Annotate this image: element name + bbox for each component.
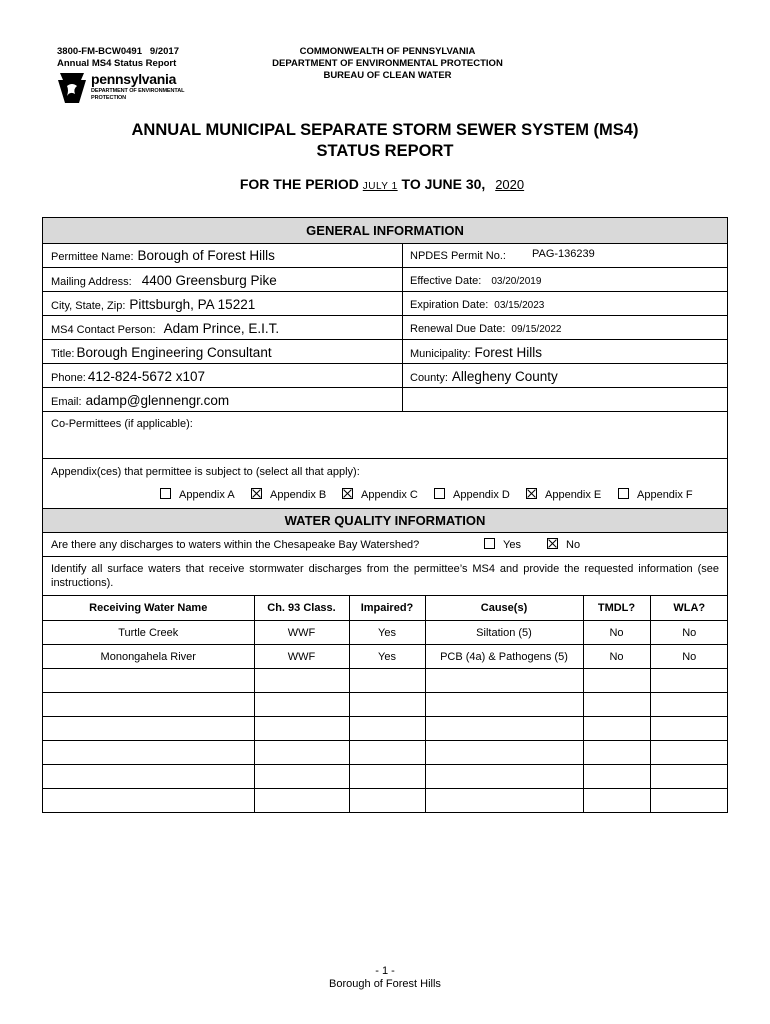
table-cell[interactable] <box>650 765 728 789</box>
logo-wordmark: pennsylvania <box>91 71 177 87</box>
appendix-checkbox-d[interactable] <box>434 488 445 499</box>
contact-field[interactable]: Adam Prince, E.I.T. <box>163 321 280 336</box>
npdes-label: NPDES Permit No.: <box>410 250 506 262</box>
general-info-heading: GENERAL INFORMATION <box>43 217 727 244</box>
row-appendices <box>43 459 727 508</box>
effective-date-field[interactable]: 03/20/2019 <box>491 276 542 287</box>
title-field[interactable]: Borough Engineering Consultant <box>76 345 272 360</box>
table-cell[interactable] <box>254 717 349 741</box>
table-cell[interactable] <box>349 717 425 741</box>
table-cell[interactable] <box>425 765 583 789</box>
chesapeake-no-label: No <box>566 539 581 551</box>
table-cell[interactable] <box>425 693 583 717</box>
table-cell[interactable]: WWF <box>254 645 349 669</box>
appendix-checkbox-f[interactable] <box>618 488 629 499</box>
municipality-label: Municipality: <box>410 348 471 360</box>
title-label: Title: <box>51 348 75 360</box>
appendix-label: Appendix F <box>637 489 693 501</box>
table-cell[interactable] <box>583 669 650 693</box>
table-cell[interactable] <box>349 789 425 813</box>
period-prefix: FOR THE PERIOD <box>239 176 359 192</box>
table-cell[interactable] <box>650 669 728 693</box>
column-header: Receiving Water Name <box>43 596 254 621</box>
appendix-label: Appendix D <box>453 489 510 501</box>
appendix-label: Appendix B <box>270 489 327 501</box>
table-cell[interactable] <box>425 789 583 813</box>
appendix-checkbox-group <box>43 488 727 502</box>
table-cell[interactable]: No <box>650 621 728 645</box>
receiving-waters-table <box>43 595 728 813</box>
chesapeake-question: Are there any discharges to waters within the Chesapeake Bay Watershed? <box>51 539 420 551</box>
table-cell[interactable] <box>650 741 728 765</box>
title-line-1: ANNUAL MUNICIPAL SEPARATE STORM SEWER SYSTEM (MS4) <box>131 121 639 139</box>
chesapeake-no-checkbox[interactable] <box>547 538 558 549</box>
table-row <box>43 717 728 741</box>
table-row <box>43 789 728 813</box>
row-copermittees[interactable] <box>43 412 727 459</box>
table-cell[interactable] <box>349 669 425 693</box>
email-field[interactable]: adamp@glennengr.com <box>85 393 230 408</box>
table-cell[interactable]: No <box>583 645 650 669</box>
table-header-row <box>43 596 728 621</box>
agency-line-3: BUREAU OF CLEAN WATER <box>323 70 452 81</box>
logo-subtitle-line-2: PROTECTION <box>91 95 127 101</box>
table-cell[interactable] <box>254 741 349 765</box>
table-cell[interactable] <box>425 717 583 741</box>
reporting-period <box>0 176 770 192</box>
city-field[interactable]: Pittsburgh, PA 15221 <box>129 297 256 312</box>
appendix-option-a[interactable] <box>160 488 235 501</box>
logo-subtitle-line-1: DEPARTMENT OF ENVIRONMENTAL <box>91 88 185 94</box>
table-cell[interactable] <box>254 765 349 789</box>
form-name: Annual MS4 Status Report <box>57 58 177 69</box>
municipality-field[interactable]: Forest Hills <box>474 345 543 360</box>
table-cell[interactable] <box>650 789 728 813</box>
renewal-label: Renewal Due Date: <box>410 323 506 335</box>
agency-block <box>240 46 535 82</box>
appendix-option-c[interactable] <box>342 488 418 501</box>
keystone-icon <box>57 72 87 104</box>
row-city <box>43 292 727 316</box>
column-header: WLA? <box>650 596 728 621</box>
form-id-block <box>57 46 179 70</box>
row-email <box>43 388 727 412</box>
column-header: Impaired? <box>349 596 425 621</box>
form-date: 9/2017 <box>149 46 179 57</box>
expiration-date-field[interactable]: 03/15/2023 <box>494 300 545 311</box>
table-cell[interactable] <box>254 669 349 693</box>
table-cell[interactable]: Monongahela River <box>43 645 254 669</box>
table-cell[interactable] <box>425 669 583 693</box>
status-report-form <box>42 217 728 813</box>
table-cell[interactable] <box>583 765 650 789</box>
table-cell[interactable] <box>43 669 254 693</box>
row-phone <box>43 364 727 388</box>
footer-name: Borough of Forest Hills <box>329 978 441 990</box>
table-cell[interactable] <box>254 789 349 813</box>
phone-label: Phone: <box>51 372 86 384</box>
row-contact <box>43 316 727 340</box>
table-cell[interactable]: Turtle Creek <box>43 621 254 645</box>
city-label: City, State, Zip: <box>51 300 126 312</box>
effective-label: Effective Date: <box>410 275 482 287</box>
table-row <box>43 669 728 693</box>
logo-subtitle <box>91 88 184 102</box>
table-cell[interactable] <box>43 717 254 741</box>
table-cell[interactable] <box>349 741 425 765</box>
table-cell[interactable] <box>349 765 425 789</box>
table-cell[interactable] <box>650 717 728 741</box>
appendices-label: Appendix(ces) that permittee is subject to (select all that apply): <box>51 466 360 478</box>
row-address <box>43 268 727 292</box>
table-cell[interactable]: Yes <box>349 621 425 645</box>
row-title <box>43 340 727 364</box>
appendix-label: Appendix C <box>361 489 418 501</box>
table-row <box>43 765 728 789</box>
chesapeake-no-option[interactable] <box>547 533 580 558</box>
county-field[interactable]: Allegheny County <box>451 369 558 384</box>
table-row <box>43 693 728 717</box>
table-cell[interactable] <box>349 693 425 717</box>
appendix-checkbox-e[interactable] <box>526 488 537 499</box>
npdes-field[interactable]: PAG-136239 <box>531 248 595 260</box>
title-line-2: STATUS REPORT <box>316 142 454 160</box>
table-cell[interactable] <box>583 741 650 765</box>
table-row <box>43 645 728 669</box>
form-id: 3800-FM-BCW0491 <box>57 46 142 57</box>
chesapeake-yes-checkbox[interactable] <box>484 538 495 549</box>
page-number: - 1 - <box>375 965 395 977</box>
table-cell[interactable]: No <box>650 645 728 669</box>
table-cell[interactable] <box>43 765 254 789</box>
table-cell[interactable]: Siltation (5) <box>425 621 583 645</box>
appendix-option-d[interactable] <box>434 488 510 501</box>
table-cell[interactable] <box>254 693 349 717</box>
period-middle: TO JUNE 30, <box>401 176 486 192</box>
phone-field[interactable]: 412-824-5672 x107 <box>87 369 205 384</box>
table-cell[interactable]: PCB (4a) & Pathogens (5) <box>425 645 583 669</box>
county-label: County: <box>410 372 448 384</box>
period-year-field[interactable]: 2020 <box>495 177 525 192</box>
table-cell[interactable] <box>583 789 650 813</box>
chesapeake-yes-label: Yes <box>503 539 521 551</box>
table-cell[interactable]: Yes <box>349 645 425 669</box>
appendix-label: Appendix A <box>179 489 235 501</box>
table-cell[interactable] <box>650 693 728 717</box>
appendix-option-b[interactable] <box>251 488 326 501</box>
email-label: Email: <box>51 396 82 408</box>
appendix-option-e[interactable] <box>526 488 601 501</box>
agency-line-1: COMMONWEALTH OF PENNSYLVANIA <box>299 46 476 57</box>
table-cell[interactable]: No <box>583 621 650 645</box>
permittee-field[interactable]: Borough of Forest Hills <box>137 248 275 263</box>
table-cell[interactable] <box>583 693 650 717</box>
permittee-label: Permittee Name: <box>51 251 134 263</box>
table-row <box>43 741 728 765</box>
water-quality-heading: WATER QUALITY INFORMATION <box>43 508 727 533</box>
copermittees-label: Co-Permittees (if applicable): <box>51 418 193 430</box>
table-row <box>43 621 728 645</box>
appendix-option-f[interactable] <box>618 488 693 501</box>
identify-instructions: Identify all surface waters that receive stormwater discharges from the permittee’s MS4 and provide the requested information (see instructions). <box>51 563 719 589</box>
table-cell[interactable]: WWF <box>254 621 349 645</box>
column-header: Ch. 93 Class. <box>254 596 349 621</box>
renewal-date-field[interactable]: 09/15/2022 <box>511 324 562 335</box>
appendix-checkbox-c[interactable] <box>342 488 353 499</box>
row-permittee <box>43 244 727 268</box>
chesapeake-yes-option[interactable] <box>484 533 521 558</box>
pa-dep-logo <box>57 72 217 106</box>
appendix-label: Appendix E <box>545 489 602 501</box>
table-cell[interactable] <box>43 789 254 813</box>
expiration-label: Expiration Date: <box>410 299 489 311</box>
table-cell[interactable] <box>425 741 583 765</box>
appendix-checkbox-b[interactable] <box>251 488 262 499</box>
agency-line-2: DEPARTMENT OF ENVIRONMENTAL PROTECTION <box>272 58 503 69</box>
page-footer <box>0 965 770 991</box>
column-header: TMDL? <box>583 596 650 621</box>
period-start-field[interactable]: JULY 1 <box>362 181 398 192</box>
row-chesapeake <box>43 533 727 557</box>
contact-label: MS4 Contact Person: <box>51 324 156 336</box>
table-cell[interactable] <box>583 717 650 741</box>
address-label: Mailing Address: <box>51 276 132 288</box>
report-title <box>0 120 770 162</box>
column-header: Cause(s) <box>425 596 583 621</box>
address-field[interactable]: 4400 Greensburg Pike <box>141 273 277 288</box>
table-cell[interactable] <box>43 741 254 765</box>
appendix-checkbox-a[interactable] <box>160 488 171 499</box>
table-cell[interactable] <box>43 693 254 717</box>
